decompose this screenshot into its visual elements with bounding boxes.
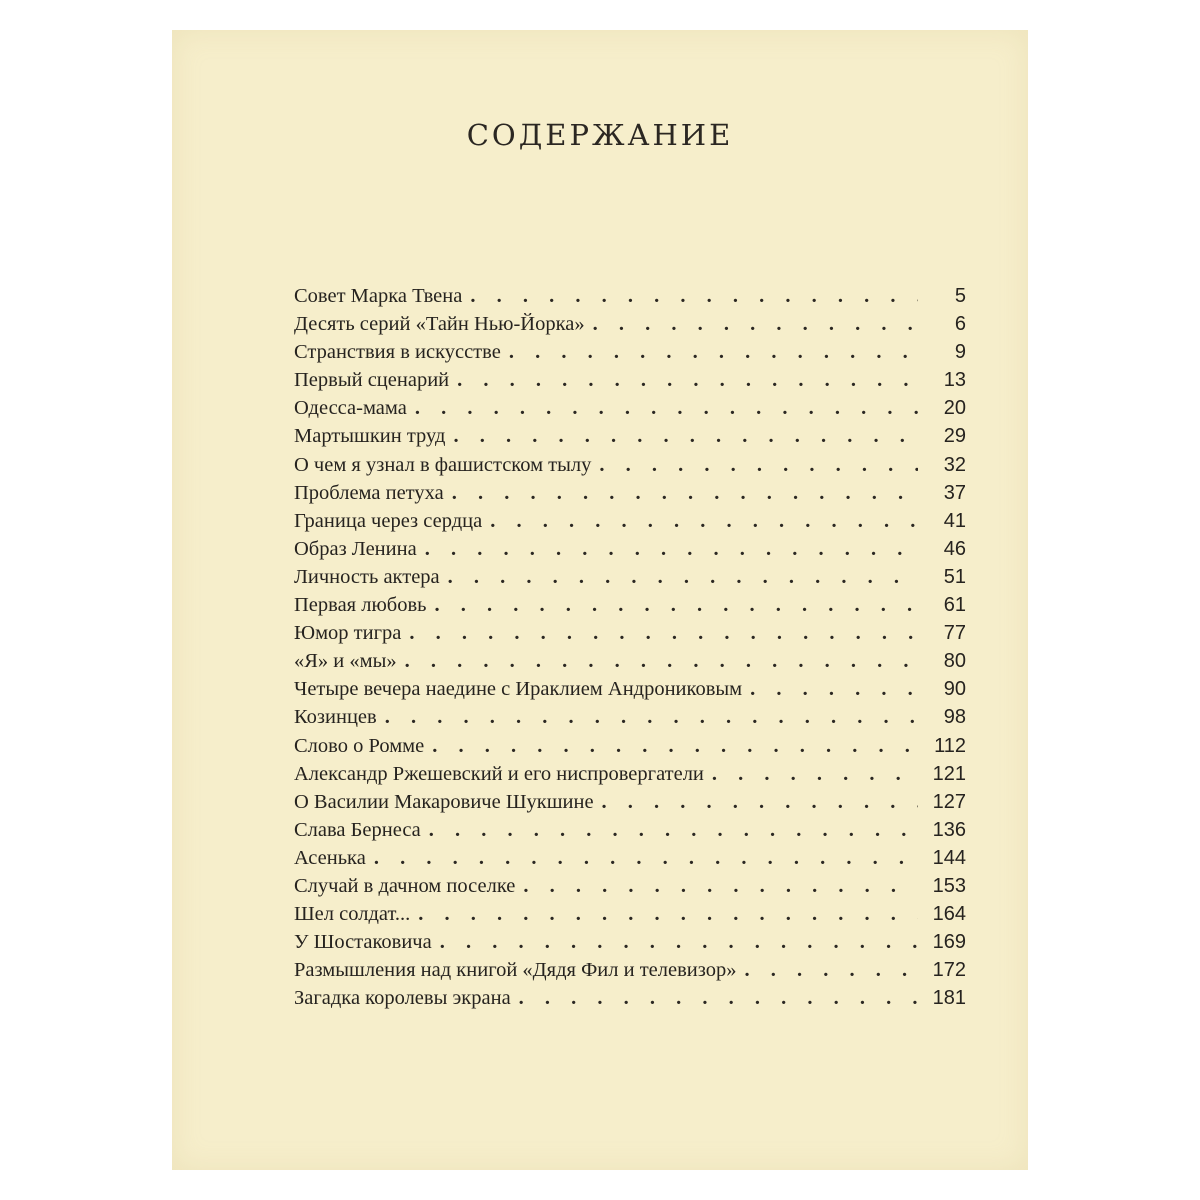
toc-entry-title: Александр Ржешевский и его ниспровергатели [294, 762, 704, 785]
toc-entry-title: Личность актера [294, 565, 440, 588]
toc-entry-title: Случай в дачном поселке [294, 874, 516, 897]
toc-entry-title: Асенька [294, 846, 366, 869]
dot-leader [440, 931, 918, 954]
toc-entry [294, 959, 966, 987]
toc-entry-page: 37 [943, 481, 966, 504]
dot-leader [457, 369, 918, 392]
dot-leader [429, 819, 918, 842]
dot-leader [490, 510, 918, 533]
toc-entry-title: Юмор тигра [294, 622, 402, 645]
toc-entry-title: «Я» и «мы» [294, 650, 397, 673]
toc-entry-page: 127 [932, 790, 966, 813]
toc-entry-title: Проблема петуха [294, 481, 444, 504]
toc-entry [294, 622, 966, 650]
toc-entry [294, 819, 966, 847]
toc-entry-page: 164 [932, 903, 966, 926]
page-title: СОДЕРЖАНИЕ [466, 118, 734, 152]
toc-entry-page: 80 [943, 650, 966, 673]
toc-entry-title: Слава Бернеса [294, 818, 421, 841]
toc-entry-page: 169 [932, 931, 966, 954]
dot-leader [453, 425, 918, 448]
dot-leader [425, 538, 918, 561]
toc-entry-page: 136 [932, 818, 966, 841]
toc-entry-title: Первая любовь [294, 594, 427, 617]
dot-leader [470, 285, 918, 308]
dot-leader [744, 959, 918, 982]
toc-entry-title: О Василии Макаровиче Шукшине [294, 790, 594, 813]
toc-entry-title: Размышления над книгой «Дядя Фил и телевизор» [294, 959, 737, 982]
dot-leader [409, 622, 918, 645]
dot-leader [509, 341, 918, 364]
toc-entry-title: Образ Ленина [294, 537, 417, 560]
toc-entry [294, 763, 966, 791]
toc-entry-page: 77 [943, 622, 966, 645]
toc-entry-title: Граница через сердца [294, 509, 483, 532]
table-of-contents [294, 285, 966, 1015]
dot-leader [599, 454, 918, 477]
toc-entry [294, 706, 966, 734]
toc-entry-page: 9 [954, 341, 966, 364]
toc-entry-page: 61 [943, 594, 966, 617]
toc-entry [294, 341, 966, 369]
toc-entry-page: 98 [943, 706, 966, 729]
toc-entry-page: 20 [943, 397, 966, 420]
dot-leader [452, 482, 918, 505]
toc-entry-title: Слово о Ромме [294, 734, 425, 757]
toc-entry-page: 13 [943, 369, 966, 392]
toc-entry-page: 29 [943, 425, 966, 448]
toc-entry-page: 6 [954, 313, 966, 336]
toc-entry [294, 650, 966, 678]
toc-entry [294, 735, 966, 763]
toc-entry [294, 875, 966, 903]
dot-leader [750, 678, 918, 701]
dot-leader [432, 735, 918, 758]
toc-entry [294, 425, 966, 453]
dot-leader [519, 987, 918, 1010]
dot-leader [405, 650, 918, 673]
toc-entry-title: У Шостаковича [294, 931, 432, 954]
toc-entry-page: 153 [932, 874, 966, 897]
toc-entry [294, 313, 966, 341]
toc-entry-title: Загадка королевы экрана [294, 987, 511, 1010]
toc-entry-page: 90 [943, 678, 966, 701]
toc-entry-page: 121 [932, 762, 966, 785]
toc-entry-title: О чем я узнал в фашистском тылу [294, 453, 592, 476]
toc-entry-title: Десять серий «Тайн Нью-Йорка» [294, 313, 585, 336]
toc-entry [294, 482, 966, 510]
toc-entry [294, 903, 966, 931]
dot-leader [712, 763, 918, 786]
toc-entry-title: Мартышкин труд [294, 425, 446, 448]
dot-leader [434, 594, 918, 617]
dot-leader [523, 875, 918, 898]
toc-entry-title: Странствия в искусстве [294, 341, 501, 364]
toc-entry [294, 791, 966, 819]
toc-entry-title: Козинцев [294, 706, 377, 729]
toc-entry-page: 51 [943, 565, 966, 588]
toc-entry-page: 46 [943, 537, 966, 560]
toc-entry [294, 510, 966, 538]
toc-entry-page: 181 [932, 987, 966, 1010]
toc-entry-page: 144 [932, 846, 966, 869]
dot-leader [374, 847, 918, 870]
toc-entry [294, 397, 966, 425]
toc-entry [294, 454, 966, 482]
toc-entry-page: 32 [943, 453, 966, 476]
toc-entry [294, 538, 966, 566]
toc-entry [294, 678, 966, 706]
toc-entry-page: 5 [954, 285, 966, 307]
toc-entry [294, 285, 966, 313]
dot-leader [448, 566, 918, 589]
toc-entry [294, 931, 966, 959]
dot-leader [415, 397, 918, 420]
dot-leader [602, 791, 918, 814]
toc-entry-title: Первый сценарий [294, 369, 450, 392]
toc-entry-title: Одесса-мама [294, 397, 407, 420]
toc-entry-page: 172 [932, 959, 966, 982]
toc-entry-title: Шел солдат... [294, 903, 411, 926]
toc-entry [294, 594, 966, 622]
toc-entry [294, 987, 966, 1015]
toc-entry [294, 566, 966, 594]
toc-entry-title: Четыре вечера наедине с Ираклием Андрониковым [294, 678, 743, 701]
book-page [172, 30, 1028, 1170]
toc-entry-page: 41 [943, 509, 966, 532]
dot-leader [385, 706, 918, 729]
dot-leader [418, 903, 918, 926]
dot-leader [593, 313, 918, 336]
toc-entry [294, 369, 966, 397]
toc-entry-page: 112 [934, 734, 966, 757]
toc-entry [294, 847, 966, 875]
toc-entry-title: Совет Марка Твена [294, 285, 463, 307]
